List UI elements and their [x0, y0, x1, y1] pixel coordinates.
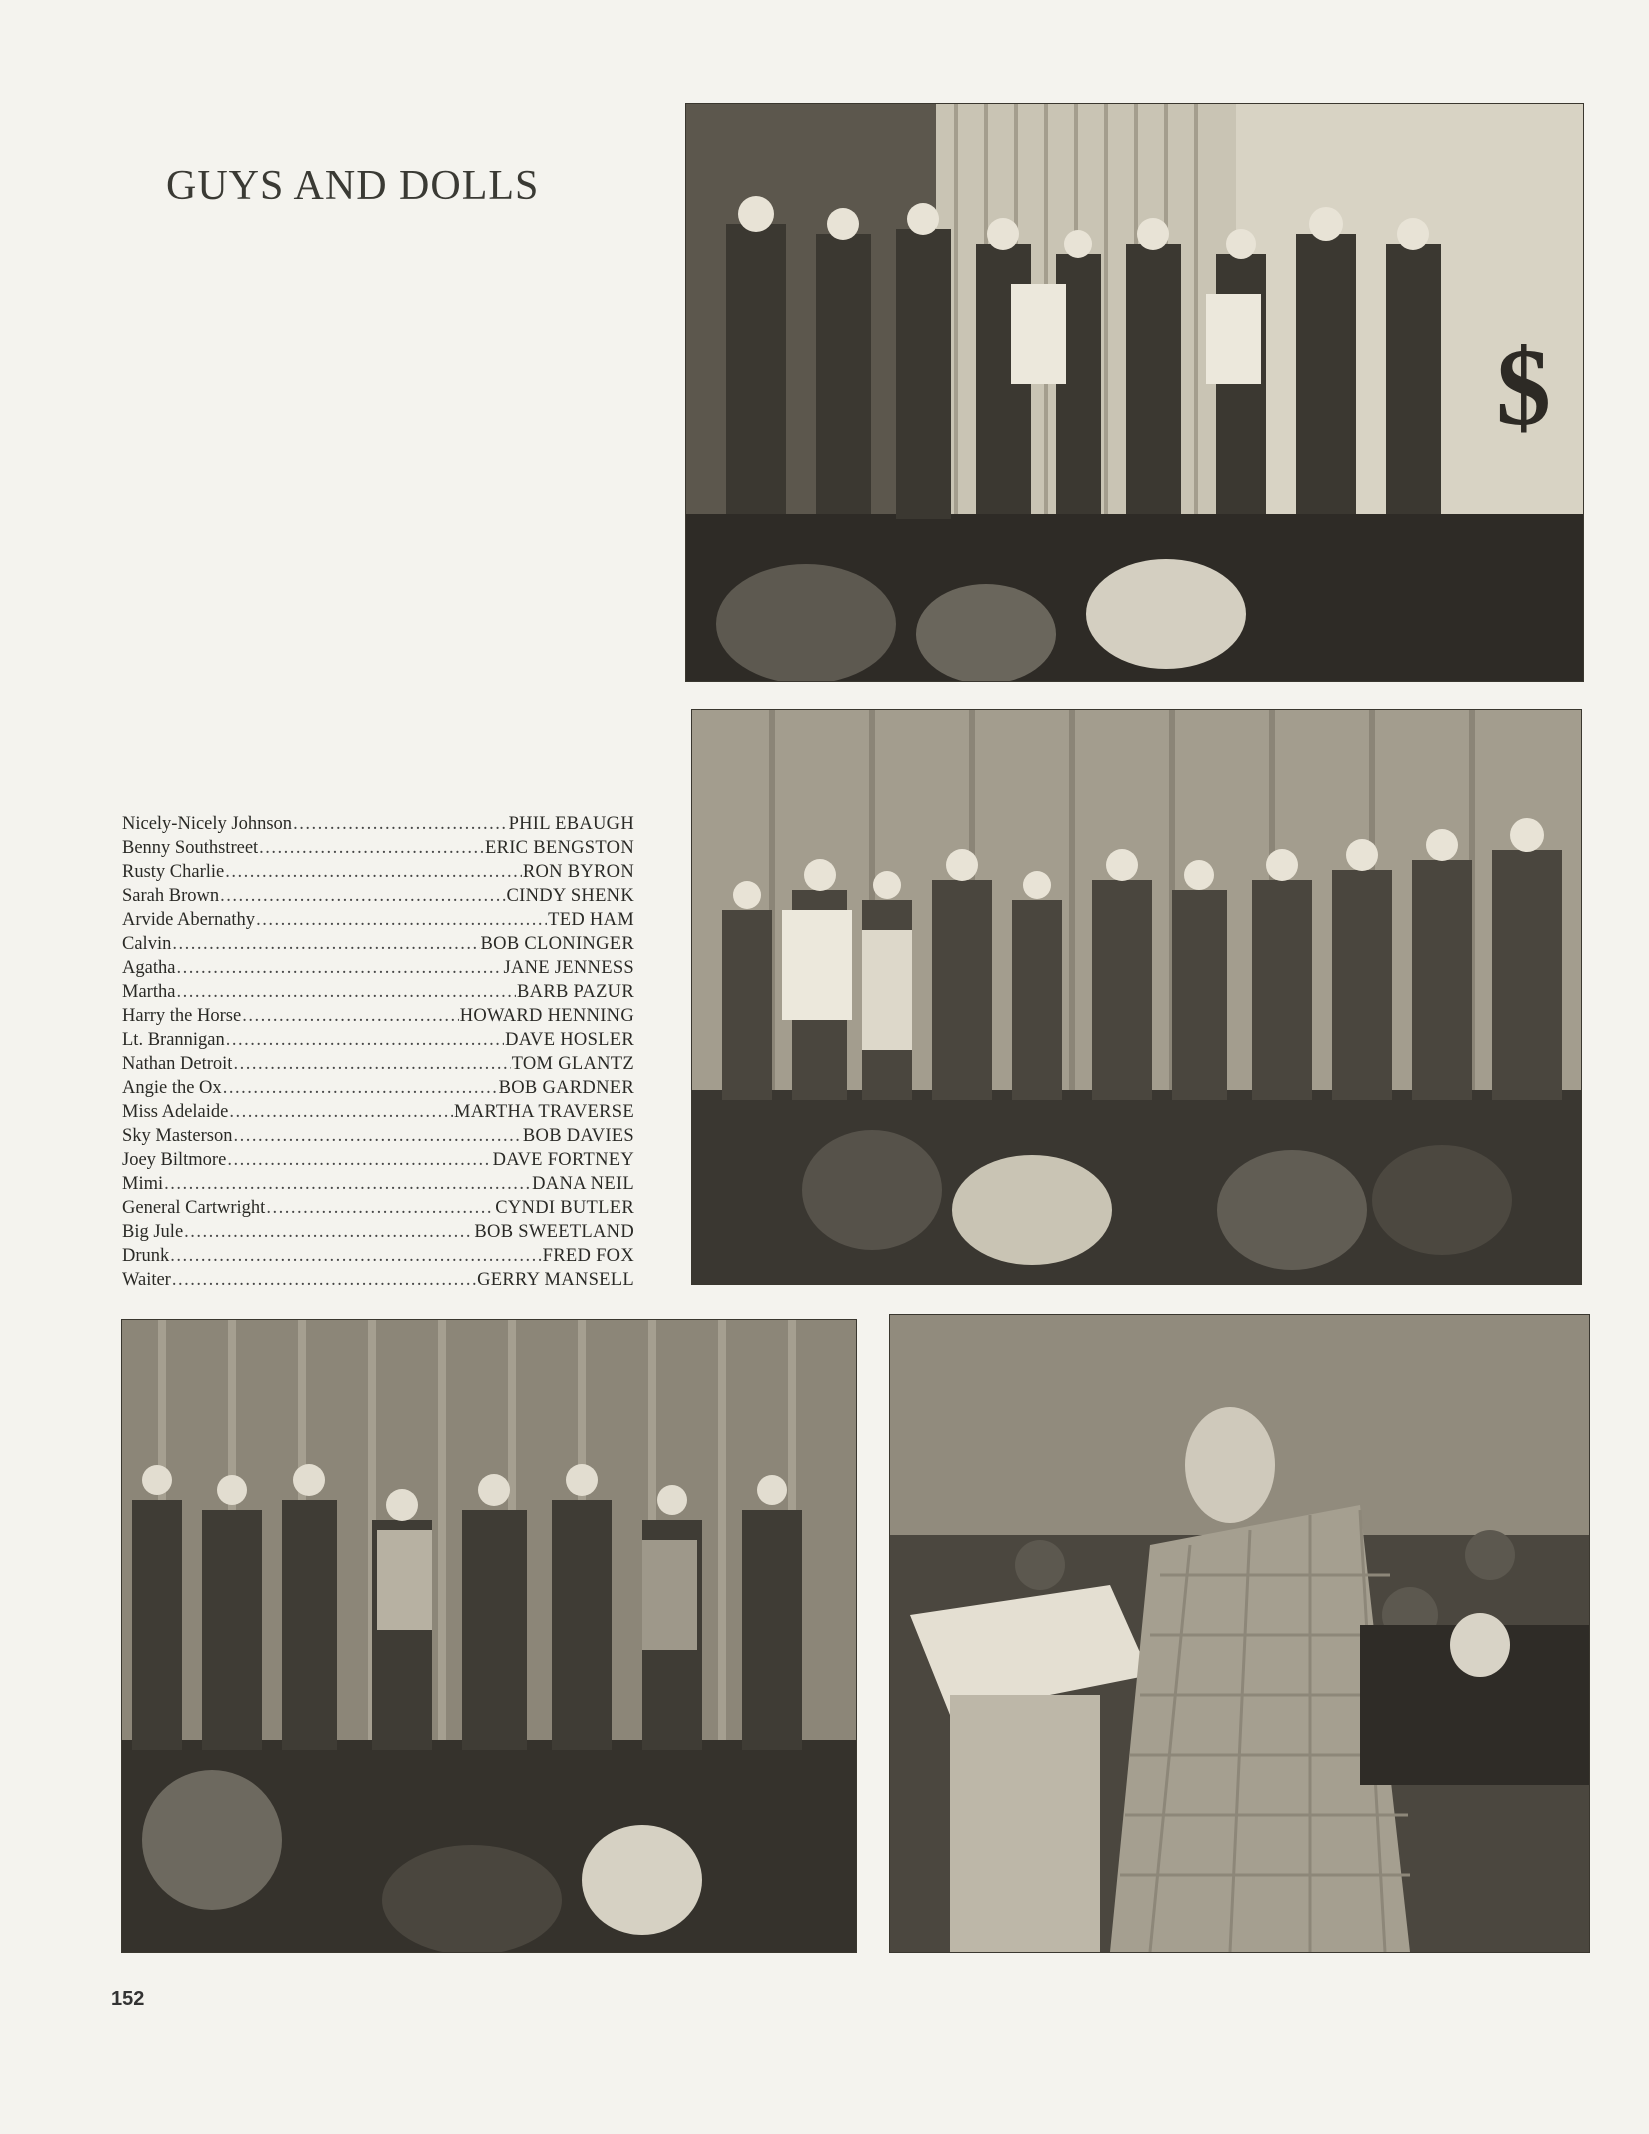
orchestra-conductor-photo [889, 1314, 1590, 1953]
cast-role: Arvide Abernathy [122, 910, 256, 930]
cast-row [122, 1148, 634, 1172]
cast-actor: CYNDI BUTLER [495, 1198, 634, 1218]
cast-actor: BOB CLONINGER [480, 934, 634, 954]
page-number: 152 [111, 1988, 145, 2010]
cast-role: Waiter [122, 1270, 171, 1290]
stage-photo-full-cast [691, 709, 1582, 1285]
cast-role: Martha [122, 982, 176, 1002]
cast-role: Nathan Detroit [122, 1054, 233, 1074]
leader-dots [242, 1004, 459, 1028]
cast-actor: DAVE HOSLER [505, 1030, 634, 1050]
leader-dots [259, 836, 484, 860]
leader-dots [234, 1124, 522, 1148]
leader-dots [229, 1100, 453, 1124]
cast-role: Angie the Ox [122, 1078, 222, 1098]
cast-row [122, 884, 634, 908]
cast-actor: DAVE FORTNEY [492, 1150, 634, 1170]
cast-actor: MARTHA TRAVERSE [453, 1102, 634, 1122]
cast-role: Rusty Charlie [122, 862, 225, 882]
cast-role: Nicely-Nicely Johnson [122, 814, 293, 834]
cast-role: Calvin [122, 934, 172, 954]
cast-row [122, 1172, 634, 1196]
cast-actor: RON BYRON [522, 862, 634, 882]
leader-dots [172, 1268, 476, 1292]
cast-list [122, 812, 634, 1292]
cast-role: Joey Biltmore [122, 1150, 227, 1170]
leader-dots [227, 1148, 491, 1172]
cast-role: Sky Masterson [122, 1126, 233, 1146]
cast-row [122, 1244, 634, 1268]
cast-row [122, 1196, 634, 1220]
leader-dots [220, 884, 505, 908]
leader-dots [176, 956, 502, 980]
stage-photo-mens-chorus [121, 1319, 857, 1953]
leader-dots [256, 908, 547, 932]
leader-dots [164, 1172, 531, 1196]
cast-role: Sarah Brown [122, 886, 220, 906]
stage-photo-cast-line [685, 103, 1584, 682]
cast-row [122, 836, 634, 860]
cast-row [122, 1052, 634, 1076]
cast-actor: BOB DAVIES [522, 1126, 634, 1146]
cast-row [122, 980, 634, 1004]
cast-row [122, 1076, 634, 1100]
cast-row [122, 860, 634, 884]
cast-row [122, 1220, 634, 1244]
cast-actor: BARB PAZUR [517, 982, 634, 1002]
leader-dots [266, 1196, 494, 1220]
cast-row [122, 932, 634, 956]
cast-role: General Cartwright [122, 1198, 266, 1218]
cast-role: Big Jule [122, 1222, 184, 1242]
leader-dots [172, 932, 479, 956]
cast-role: Benny Southstreet [122, 838, 259, 858]
cast-row [122, 1268, 634, 1292]
cast-row [122, 1004, 634, 1028]
cast-actor: FRED FOX [542, 1246, 634, 1266]
cast-role: Miss Adelaide [122, 1102, 229, 1122]
cast-actor: PHIL EBAUGH [508, 814, 634, 834]
cast-actor: DANA NEIL [532, 1174, 634, 1194]
cast-row [122, 956, 634, 980]
cast-actor: TED HAM [548, 910, 634, 930]
leader-dots [225, 860, 522, 884]
dollar-sign-prop: $ [1496, 326, 1551, 448]
cast-row [122, 1100, 634, 1124]
leader-dots [223, 1076, 498, 1100]
cast-row [122, 1124, 634, 1148]
leader-dots [226, 1028, 504, 1052]
cast-actor: BOB SWEETLAND [474, 1222, 634, 1242]
cast-row [122, 1028, 634, 1052]
leader-dots [293, 812, 508, 836]
cast-row [122, 812, 634, 836]
cast-role: Lt. Brannigan [122, 1030, 225, 1050]
leader-dots [184, 1220, 473, 1244]
leader-dots [233, 1052, 510, 1076]
cast-actor: TOM GLANTZ [511, 1054, 634, 1074]
cast-role: Mimi [122, 1174, 164, 1194]
cast-actor: BOB GARDNER [498, 1078, 634, 1098]
cast-role: Agatha [122, 958, 176, 978]
cast-actor: GERRY MANSELL [477, 1270, 634, 1290]
leader-dots [176, 980, 516, 1004]
cast-actor: JANE JENNESS [503, 958, 634, 978]
leader-dots [170, 1244, 541, 1268]
cast-role: Harry the Horse [122, 1006, 242, 1026]
cast-actor: ERIC BENGSTON [484, 838, 634, 858]
page-title: GUYS AND DOLLS [166, 163, 540, 210]
cast-actor: HOWARD HENNING [459, 1006, 634, 1026]
cast-actor: CINDY SHENK [506, 886, 634, 906]
cast-row [122, 908, 634, 932]
cast-role: Drunk [122, 1246, 170, 1266]
